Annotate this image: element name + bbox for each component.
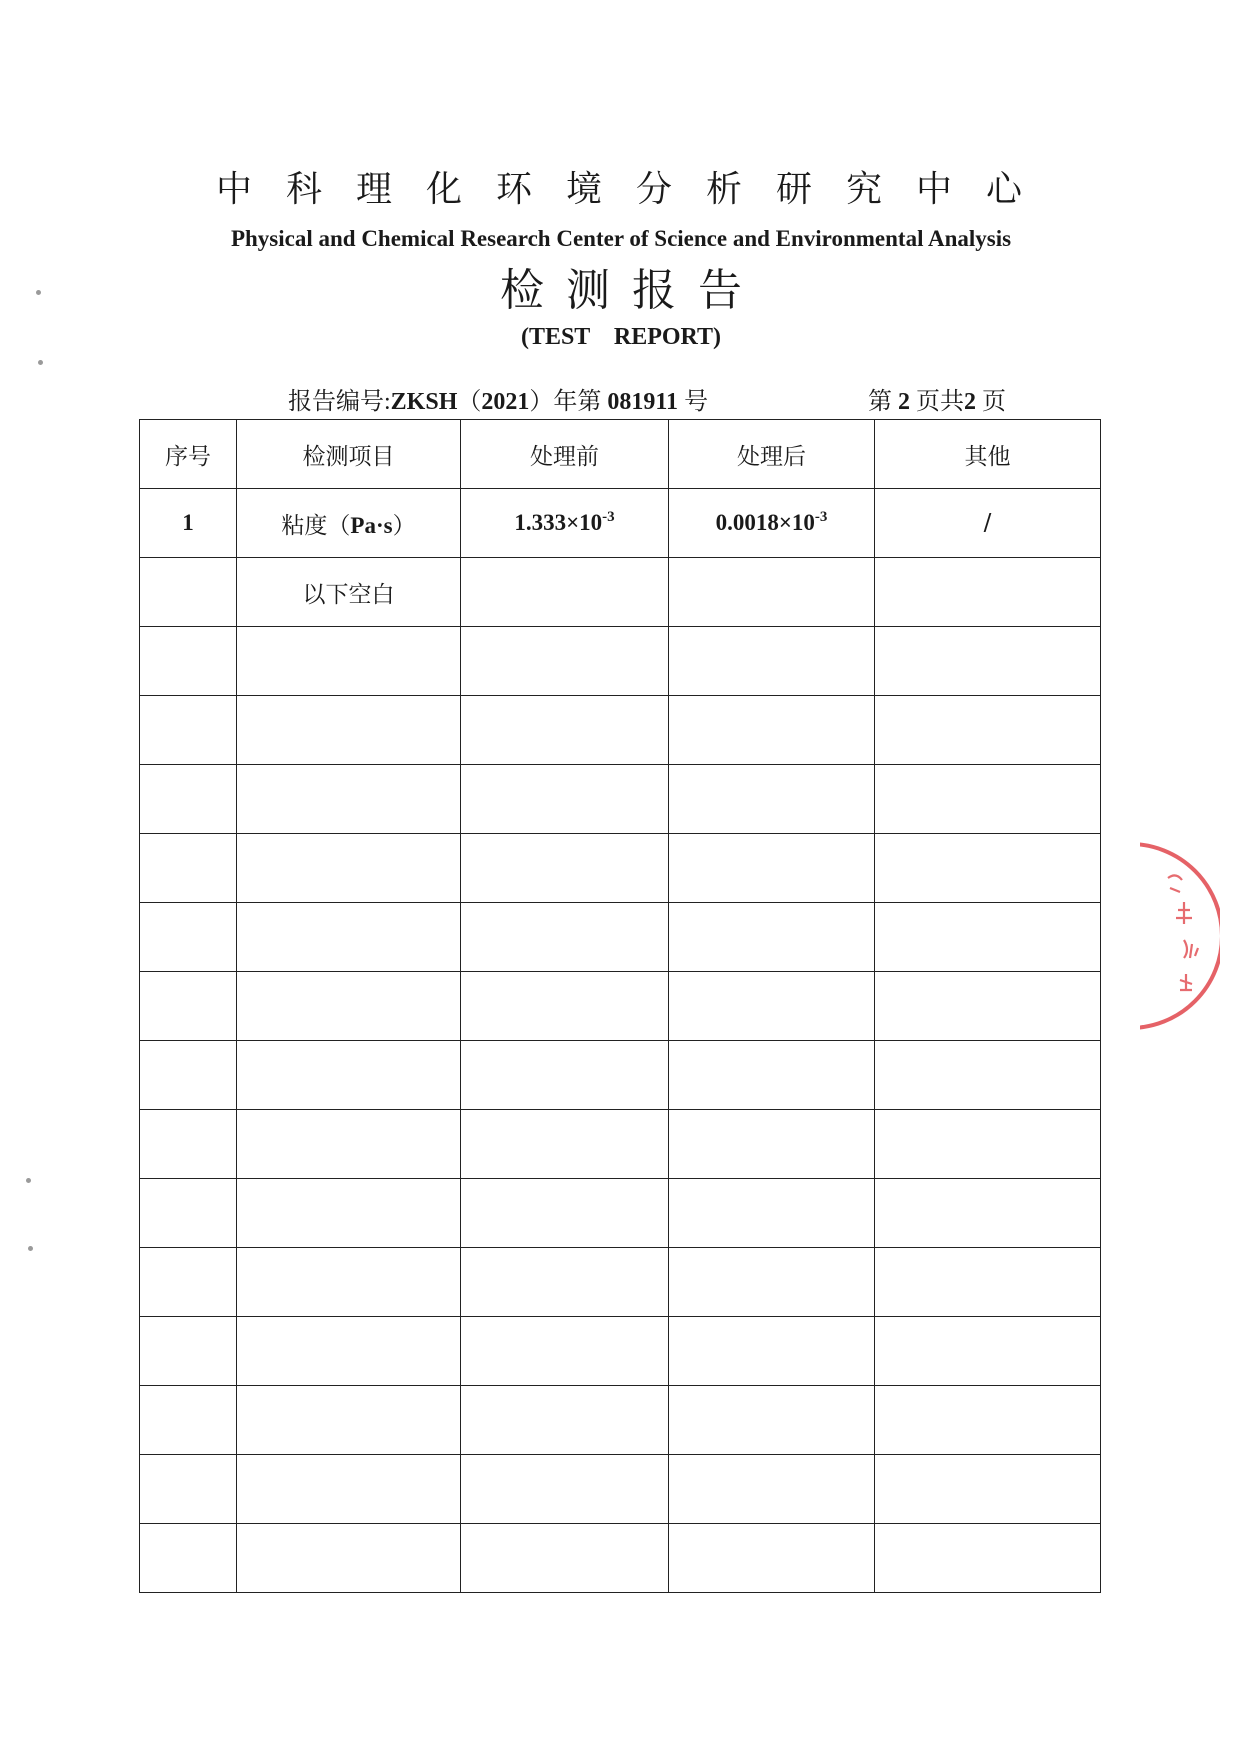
table-row [140, 1455, 1101, 1524]
table-row [140, 1041, 1101, 1110]
empty-cell [140, 1386, 237, 1455]
empty-cell [875, 1317, 1101, 1386]
report-number-prefix: 报告编号: [288, 389, 391, 415]
table-row [140, 1386, 1101, 1455]
scan-speck [26, 1178, 31, 1183]
empty-cell [140, 1248, 237, 1317]
empty-cell [875, 1179, 1101, 1248]
empty-cell [140, 903, 237, 972]
empty-cell [237, 1041, 461, 1110]
empty-cell [237, 765, 461, 834]
page-count-prefix: 第 [868, 389, 898, 415]
before-value-exponent: -3 [602, 509, 615, 525]
row-index: 1 [140, 489, 237, 558]
empty-cell [237, 1386, 461, 1455]
empty-cell [461, 696, 669, 765]
table-row [140, 489, 1101, 558]
blank-note: 以下空白 [237, 558, 461, 627]
header-after-treatment: 处理后 [669, 420, 875, 489]
empty-cell [461, 1248, 669, 1317]
empty-cell [461, 1524, 669, 1593]
empty-cell [461, 1110, 669, 1179]
empty-cell [237, 627, 461, 696]
empty-cell [140, 765, 237, 834]
after-value-exponent: -3 [814, 509, 828, 525]
empty-cell [461, 903, 669, 972]
empty-cell [237, 696, 461, 765]
empty-cell [875, 696, 1101, 765]
empty-cell [140, 1524, 237, 1593]
empty-cell [669, 1110, 875, 1179]
header-before-treatment: 处理前 [461, 420, 669, 489]
page-current: 2 [898, 389, 910, 415]
table-row [140, 972, 1101, 1041]
row-before-value [461, 489, 669, 558]
test-item-label: 粘度（ [281, 512, 351, 539]
empty-cell [140, 834, 237, 903]
page-count [868, 387, 1006, 417]
empty-cell [669, 834, 875, 903]
empty-cell [875, 1386, 1101, 1455]
empty-cell [875, 1524, 1101, 1593]
table-row [140, 834, 1101, 903]
empty-cell [461, 1455, 669, 1524]
empty-cell [875, 558, 1101, 627]
empty-cell [669, 1386, 875, 1455]
page-count-suffix: 页 [976, 389, 1006, 415]
header-test-item: 检测项目 [237, 420, 461, 489]
empty-cell [237, 1317, 461, 1386]
empty-cell [875, 903, 1101, 972]
report-number-code: ZKSH [390, 389, 458, 415]
table-row [140, 1248, 1101, 1317]
empty-cell [140, 696, 237, 765]
empty-cell [140, 1110, 237, 1179]
empty-cell [461, 1041, 669, 1110]
empty-cell [237, 1455, 461, 1524]
empty-cell [237, 1110, 461, 1179]
empty-cell [237, 1179, 461, 1248]
page-count-mid: 页共 [910, 389, 964, 415]
seal-ring [1140, 844, 1220, 1028]
seal-marks [1168, 875, 1198, 990]
empty-cell [669, 1179, 875, 1248]
organization-name-cn: 中科理化环境分析研究中心 [215, 169, 1056, 210]
organization-name-en: Physical and Chemical Research Center of Science and Environmental Analysis [230, 226, 1012, 251]
empty-cell [669, 1524, 875, 1593]
scan-speck [28, 1246, 33, 1251]
report-number-suffix: 号 [678, 389, 709, 415]
row-other: / [875, 489, 1101, 558]
empty-cell [140, 558, 237, 627]
empty-cell [461, 1179, 669, 1248]
empty-cell [140, 1179, 237, 1248]
empty-cell [461, 834, 669, 903]
empty-cell [461, 1386, 669, 1455]
report-number-year-close: ）年第 [529, 389, 608, 415]
results-table [139, 419, 1101, 1593]
table-row [140, 1110, 1101, 1179]
empty-cell [237, 903, 461, 972]
empty-cell [669, 1041, 875, 1110]
table-row [140, 903, 1101, 972]
empty-cell [461, 627, 669, 696]
table-row [140, 558, 1101, 627]
before-value-base: 1.333×10 [514, 510, 603, 535]
empty-cell [875, 834, 1101, 903]
page-total: 2 [964, 389, 976, 415]
empty-cell [875, 1248, 1101, 1317]
empty-cell [140, 972, 237, 1041]
report-title-en: (TEST REPORT) [520, 324, 722, 350]
empty-cell [875, 765, 1101, 834]
table-header-row [140, 420, 1101, 489]
table-row [140, 627, 1101, 696]
table-row [140, 765, 1101, 834]
empty-cell [669, 1248, 875, 1317]
test-item-unit: Pa·s [350, 512, 393, 538]
empty-cell [237, 972, 461, 1041]
empty-cell [461, 972, 669, 1041]
empty-cell [669, 903, 875, 972]
empty-cell [669, 627, 875, 696]
empty-cell [669, 1455, 875, 1524]
report-number-year: 2021 [481, 389, 530, 415]
report-title-cn: 检测报告 [500, 265, 764, 316]
empty-cell [140, 1317, 237, 1386]
empty-cell [237, 834, 461, 903]
empty-cell [669, 1317, 875, 1386]
empty-cell [875, 1041, 1101, 1110]
empty-cell [669, 558, 875, 627]
empty-cell [875, 1455, 1101, 1524]
table-row [140, 1179, 1101, 1248]
empty-cell [237, 1248, 461, 1317]
empty-cell [875, 1110, 1101, 1179]
report-number-year-open: （ [457, 389, 482, 415]
after-value-base: 0.0018×10 [715, 510, 815, 535]
empty-cell [461, 1317, 669, 1386]
empty-cell [669, 972, 875, 1041]
official-seal-stamp [1140, 840, 1220, 1040]
empty-cell [140, 1041, 237, 1110]
empty-cell [140, 1455, 237, 1524]
table-row [140, 1317, 1101, 1386]
empty-cell [669, 696, 875, 765]
header-other: 其他 [875, 420, 1101, 489]
empty-cell [140, 627, 237, 696]
row-test-item [237, 489, 461, 558]
report-number [288, 387, 708, 417]
scan-speck [36, 290, 41, 295]
report-number-serial: 081911 [607, 389, 679, 415]
table-row [140, 696, 1101, 765]
table-row [140, 1524, 1101, 1593]
test-item-close: ） [392, 512, 416, 539]
scan-speck [38, 360, 43, 365]
empty-cell [875, 627, 1101, 696]
empty-cell [669, 765, 875, 834]
row-after-value [669, 489, 875, 558]
empty-cell [875, 972, 1101, 1041]
empty-cell [237, 1524, 461, 1593]
empty-cell [461, 558, 669, 627]
header-index: 序号 [140, 420, 237, 489]
seal-icon [1140, 840, 1220, 1040]
empty-cell [461, 765, 669, 834]
